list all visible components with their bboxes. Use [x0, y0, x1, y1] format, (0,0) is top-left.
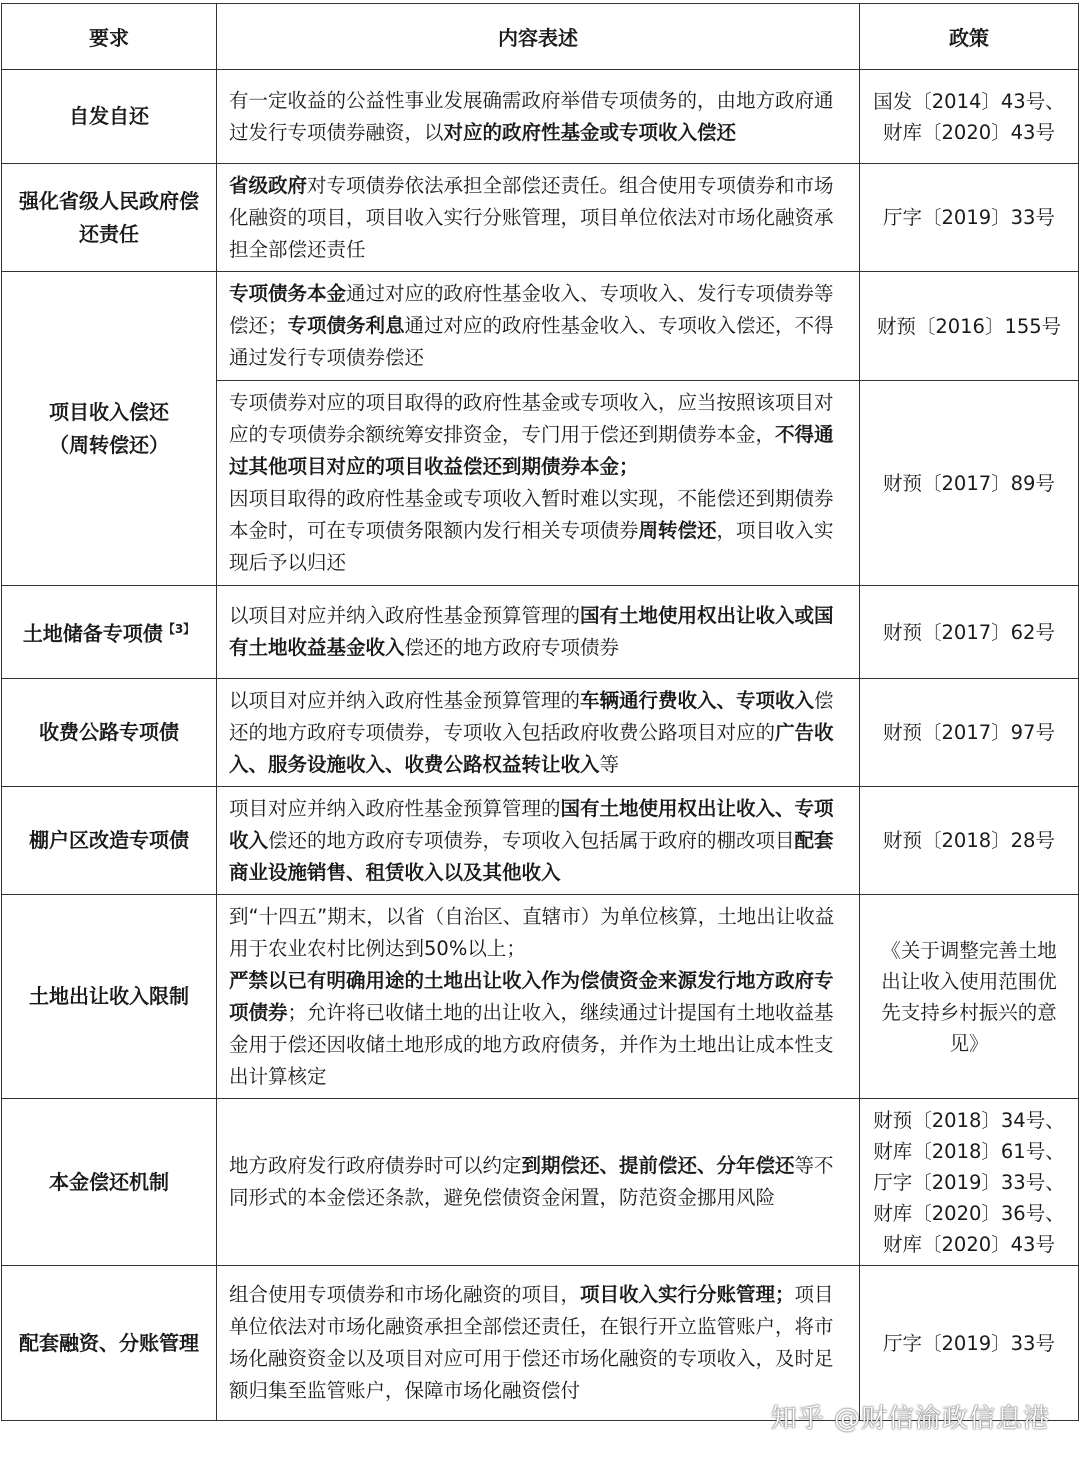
- emphasis-text: 配套商业设施销售、租赁收入以及其他收入: [229, 828, 834, 884]
- text-line: 见》: [949, 1031, 989, 1055]
- content-cell: [217, 1099, 860, 1266]
- footnote-ref: 【3】: [162, 622, 196, 637]
- body-text: 到“十四五”期末，以省（自治区、直辖市）为单位核算，土地出让收益用于农业农村比例达到50%以上；: [229, 904, 835, 960]
- header-policy: 政策: [860, 4, 1079, 70]
- emphasis-text: 周转偿还: [638, 519, 717, 542]
- body-text: 地方政府发行政府债券时可以约定: [229, 1154, 522, 1177]
- req-cell: 棚户区改造专项债: [2, 787, 217, 895]
- text-line: 财库〔2020〕43号: [883, 120, 1055, 144]
- header-req: 要求: [2, 4, 217, 70]
- policy-cell: [860, 164, 1079, 272]
- body-text: 偿还的地方政府专项债券，专项收入包括政府收费公路项目对应的: [229, 688, 834, 744]
- text-line: （周转偿还）: [49, 432, 169, 457]
- body-text: 通过对应的政府性基金收入、专项收入、发行专项债券等偿还；: [229, 282, 834, 337]
- table-row: [2, 1099, 1079, 1266]
- content-cell: [217, 1266, 860, 1421]
- text-line: 厅字〔2019〕33号: [883, 206, 1055, 229]
- table-row: [2, 586, 1079, 679]
- body-text: 偿还的地方政府专项债券，专项收入包括属于政府的棚改项目: [268, 828, 795, 852]
- req-cell: 收费公路专项债: [2, 679, 217, 787]
- req-cell: [2, 272, 217, 586]
- text-line: 强化省级人民政府偿: [19, 188, 199, 213]
- policy-cell: [860, 787, 1079, 895]
- text-line: 《关于调整完善土地: [881, 938, 1057, 962]
- body-text: 因项目取得的政府性基金或专项收入暂时难以实现，不能偿还到期债券本金时，可在专项债务限额内发行相关专项债券: [229, 487, 834, 542]
- emphasis-text: 项目收入实行分账管理；: [580, 1283, 795, 1306]
- table-row: [2, 787, 1079, 895]
- text-line: 先支持乡村振兴的意: [881, 1000, 1057, 1024]
- content-cell: [217, 164, 860, 272]
- body-text: 组合使用专项债券和市场化融资的项目，: [229, 1283, 581, 1306]
- body-text: 通过对应的政府性基金收入、专项收入偿还，不得通过发行专项债券偿还: [229, 314, 834, 369]
- content-cell: [217, 895, 860, 1099]
- paragraph: [229, 387, 847, 483]
- emphasis-text: 到期偿还、提前偿还、分年偿还: [521, 1154, 795, 1177]
- policy-cell: [860, 895, 1079, 1099]
- body-text: 等不同形式的本金偿还条款，避免偿债资金闲置，防范资金挪用风险: [229, 1154, 834, 1209]
- policy-cell: [860, 1099, 1079, 1266]
- table-row: [2, 164, 1079, 272]
- req-cell: 配套融资、分账管理: [2, 1266, 217, 1421]
- req-cell: [2, 164, 217, 272]
- content-cell: [217, 787, 860, 895]
- paragraph: [229, 965, 847, 1093]
- body-text: ，项目收入实现后予以归还: [229, 519, 834, 574]
- content-cell: [217, 679, 860, 787]
- emphasis-text: 不得通过其他项目对应的项目收益偿还到期债券本金；: [229, 423, 834, 478]
- watermark: 知乎 @财信渝政信息港: [770, 1404, 1050, 1434]
- body-text: 对专项债券依法承担全部偿还责任。组合使用专项债券和市场化融资的项目，项目收入实行分账管理，项目单位依法对市场化融资承担全部偿还责任: [229, 173, 834, 261]
- text-line: 财库〔2020〕43号: [883, 1232, 1055, 1256]
- text-line: 财库〔2018〕61号、: [873, 1139, 1065, 1163]
- policy-cell: [860, 70, 1079, 164]
- req-cell: 土地储备专项债$^{【3】}$: [2, 586, 217, 679]
- req-cell: 本金偿还机制: [2, 1099, 217, 1266]
- body-text: 以项目对应并纳入政府性基金预算管理的: [229, 604, 581, 627]
- policy-cell: [860, 586, 1079, 679]
- emphasis-text: 专项债务利息: [287, 314, 405, 337]
- table-row: [2, 895, 1079, 1099]
- req-cell: 土地出让收入限制: [2, 895, 217, 1099]
- body-text: ；允许将已收储土地的出让收入，继续通过计提国有土地收益基金用于偿还因收储土地形成的地方政府债务，并作为土地出让成本性支出计算核定: [229, 1000, 834, 1088]
- content-cell: [217, 70, 860, 164]
- text-line: 出让收入使用范围优: [881, 969, 1057, 993]
- body-text: 项目对应并纳入政府性基金预算管理的: [229, 796, 561, 820]
- paragraph: [229, 901, 847, 965]
- policy-table: [1, 3, 1079, 1421]
- emphasis-text: 国有土地使用权出让收入、专项收入: [229, 796, 834, 852]
- table-row: [2, 70, 1079, 164]
- emphasis-text: 车辆通行费收入、专项收入: [580, 688, 815, 712]
- emphasis-text: 广告收入、服务设施收入、收费公路权益转让收入: [229, 720, 834, 776]
- content-cell: [217, 586, 860, 679]
- table-row: [2, 272, 1079, 381]
- emphasis-text: 省级政府: [229, 173, 308, 197]
- header-content: 内容表述: [217, 4, 860, 70]
- emphasis-text: 对应的政府性基金或专项收入偿还: [443, 120, 737, 144]
- content-cell: [217, 272, 860, 381]
- text-line: 还责任: [79, 221, 139, 246]
- body-text: 项目单位依法对市场化融资承担全部偿还责任，在银行开立监管账户，将市场化融资资金以及项目对应可用于偿还市场化融资的专项收入，及时足额归集至监管账户，保障市场化融资偿付: [229, 1283, 834, 1402]
- text-line: 厅字〔2019〕33号: [883, 1331, 1055, 1355]
- body-text: 以项目对应并纳入政府性基金预算管理的: [229, 688, 581, 712]
- body-text: 偿还的地方政府专项债券: [404, 636, 620, 659]
- policy-cell: [860, 272, 1079, 381]
- text-line: 财预〔2018〕28号: [883, 829, 1055, 852]
- text-line: 厅字〔2019〕33号、: [873, 1170, 1065, 1194]
- text-line: 国发〔2014〕43号、: [873, 89, 1065, 113]
- body-text: 专项债券对应的项目取得的政府性基金或专项收入，应当按照该项目对应的专项债券余额统筹安排资金，专门用于偿还到期债券本金，: [229, 391, 834, 446]
- text-line: 财预〔2017〕62号: [883, 620, 1055, 644]
- policy-cell: [860, 679, 1079, 787]
- text-line: 财预〔2016〕155号: [876, 314, 1062, 338]
- paragraph: [229, 483, 847, 579]
- emphasis-text: 专项债务本金: [229, 282, 347, 305]
- header-row: [2, 4, 1079, 70]
- content-cell: [217, 381, 860, 586]
- emphasis-text: 国有土地使用权出让收入或国有土地收益基金收入: [229, 604, 834, 659]
- body-text: 有一定收益的公益性事业发展确需政府举借专项债务的，由地方政府通过发行专项债券融资，以: [229, 88, 834, 144]
- emphasis-text: 严禁以已有明确用途的土地出让收入作为偿债资金来源发行地方政府专项债券: [229, 968, 834, 1024]
- text-line: 财预〔2017〕89号: [883, 471, 1055, 495]
- text-line: 财预〔2017〕97号: [883, 721, 1055, 744]
- req-cell: 自发自还: [2, 70, 217, 164]
- table-row: [2, 679, 1079, 787]
- policy-cell: [860, 381, 1079, 586]
- text-line: 项目收入偿还: [49, 399, 169, 424]
- body-text: 等: [599, 752, 620, 776]
- text-line: 财预〔2018〕34号、: [873, 1108, 1065, 1132]
- text-line: 财库〔2020〕36号、: [873, 1201, 1065, 1225]
